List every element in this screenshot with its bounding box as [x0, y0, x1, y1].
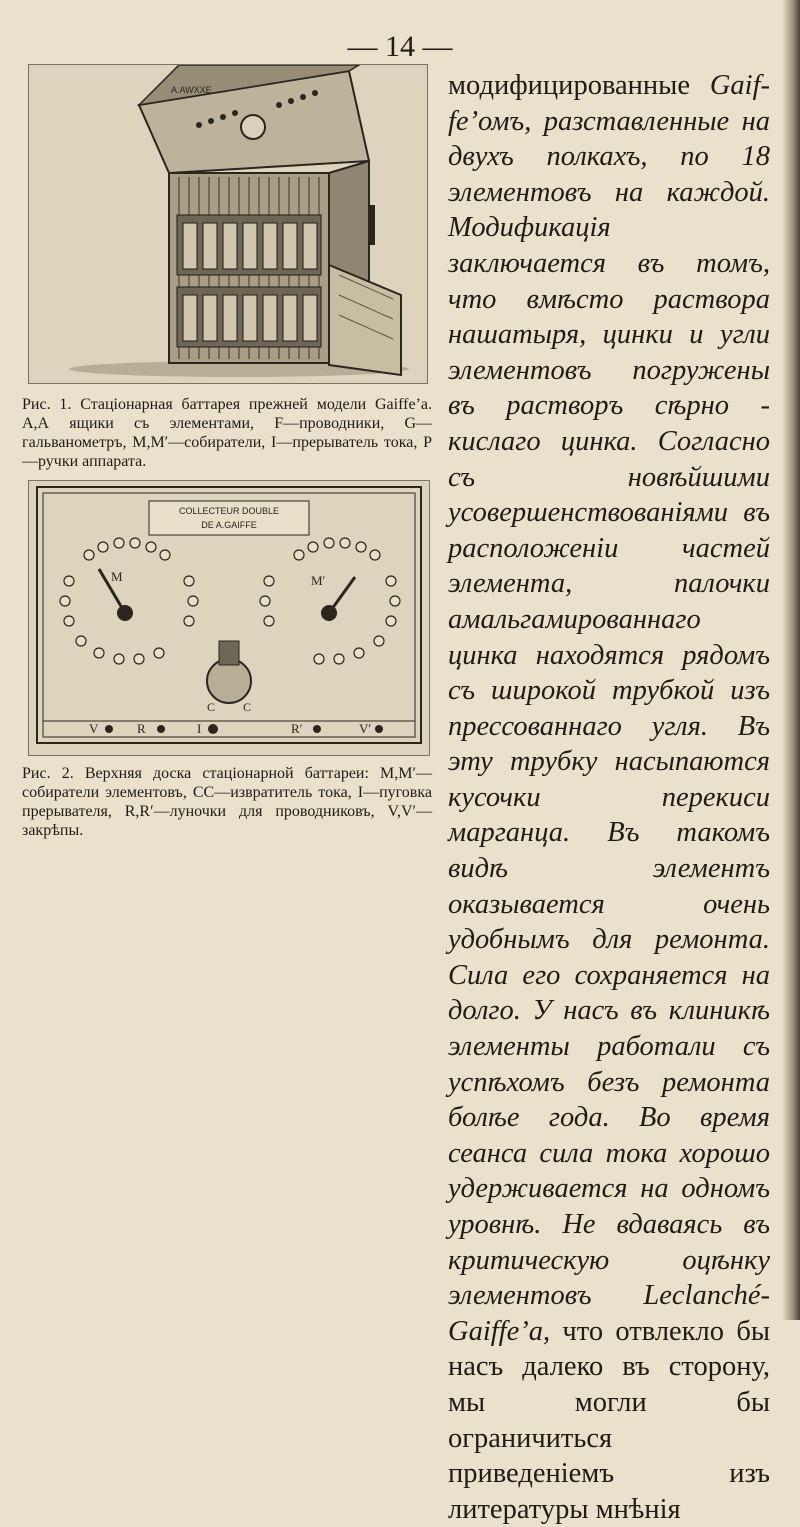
- label-i: I: [197, 721, 202, 736]
- figure-2-caption: Рис. 2. Верхняя доска стаціонарной баттареи: М,М′—собиратели элементовъ, СС—извратитель тока, I—пуговка прерывателя, R,R′—луночки для проводниковъ, V,V′—закрѣпы.: [22, 765, 432, 839]
- body-text-part-1: модифицированные: [448, 70, 690, 101]
- figure-1-caption: Рис. 1. Стаціонарная баттарея прежней модели Gaiffe’a. А,А ящики съ элементами, F—проводники, G—гальванометръ, М,М′—собиратели, I—прерыватель тока, Р—ручки аппарата.: [22, 396, 432, 470]
- label-c-left: C: [207, 700, 216, 714]
- figure-1-illustration: [28, 64, 428, 384]
- body-text-part-2: fe’омъ, разставленные на двухъ полкахъ, по 18 элементовъ на каждой. Модификація заключается въ томъ, что вмѣсто раствора нашатыря, цинки и угли элементовъ погружены въ растворъ сѣрно - кислаго цинка. Согласно съ новѣйшими усовершенствованіями въ расположеніи частей элемента, палочки амальгамированнаго цинка находятся рядомъ съ широкой трубкой изъ прессованнаго угля. Въ эту трубку насыпаются кусочки перекиси марганца. Въ такомъ видѣ элементъ оказывается очень удобнымъ для ремонта. Сила его сохраняется на долго. У насъ въ клиникѣ элементы работали съ успѣхомъ безъ ремонта болѣе года. Во время сеанса сила тока хорошо удерживается на одномъ уровнѣ. Не вдаваясь въ критическую оцѣнку элементовъ: [448, 105, 770, 1312]
- label-r: R: [137, 721, 146, 736]
- label-r-prime: R′: [291, 721, 303, 736]
- figure-2-drawing: [29, 481, 429, 755]
- page-edge-shadow: [782, 0, 800, 1320]
- body-text-name-gaiffe: Gaif-: [709, 70, 770, 101]
- figure-1-label: A.AWXXE: [171, 85, 212, 95]
- body-text: [448, 68, 770, 1527]
- figure-2-illustration: [28, 480, 430, 756]
- plate-label-line-2: DE A.GAIFFE: [201, 520, 257, 530]
- page-number: — 14 —: [347, 30, 453, 63]
- label-m-prime: M′: [311, 573, 326, 588]
- label-v-prime: V′: [359, 721, 372, 736]
- body-text-part-3: , что отвлекло бы насъ далеко въ сторону, мы могли бы ограничиться приведеніемъ изъ литературы мнѣнія: [448, 1315, 770, 1525]
- plate-label-line-1: COLLECTEUR DOUBLE: [178, 506, 280, 516]
- label-v: V: [89, 721, 99, 736]
- figure-1-drawing: [29, 65, 427, 383]
- label-c-right: C: [243, 700, 252, 714]
- label-m: M: [111, 569, 123, 584]
- body-text-name-leclanche: Leclanché-Gaiffe’a: [448, 1280, 770, 1347]
